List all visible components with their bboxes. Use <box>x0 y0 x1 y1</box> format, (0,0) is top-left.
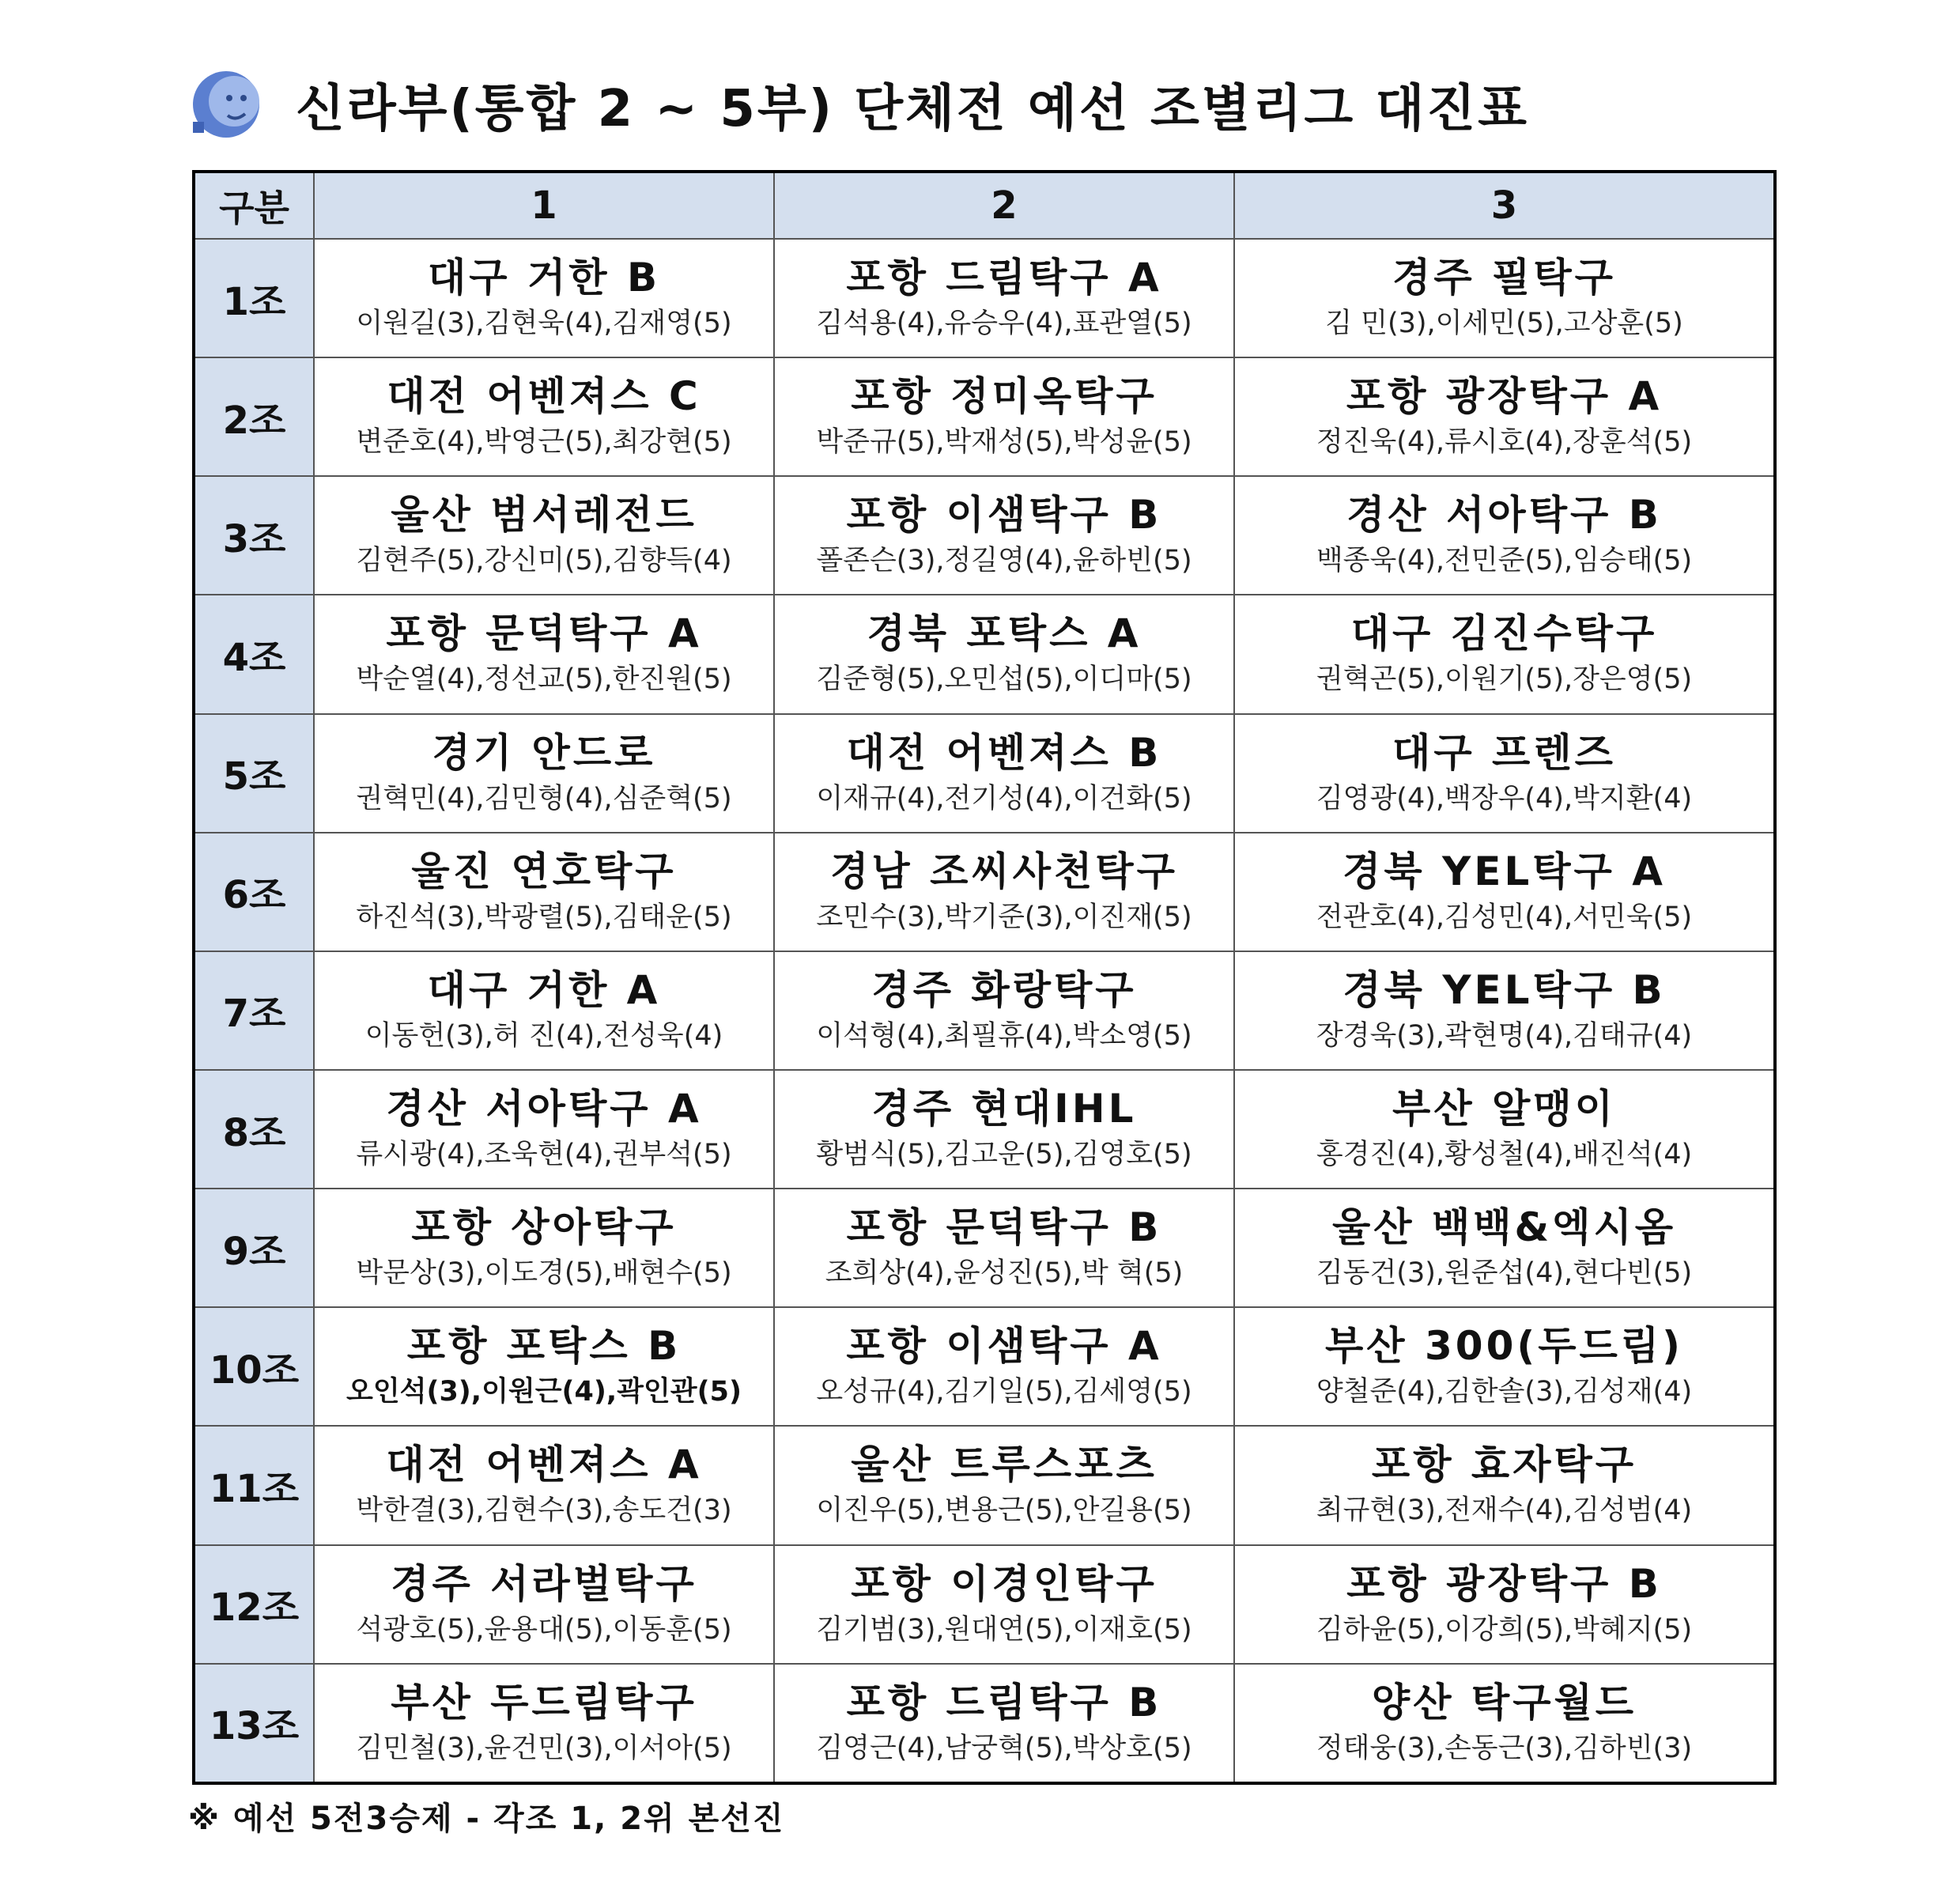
team-players: 오성규(4),김기일(5),김세영(5) <box>816 1376 1192 1408</box>
group-label: 6조 <box>194 833 314 951</box>
team-cell <box>1234 595 1775 713</box>
team-players: 김기범(3),원대연(5),이재호(5) <box>816 1613 1192 1646</box>
team-name: 울진 연호탁구 <box>411 848 677 894</box>
column-header-2: 2 <box>774 172 1234 239</box>
page-title: 신라부(통합 2 ~ 5부) 단체전 예선 조별리그 대진표 <box>296 80 1529 138</box>
team-cell <box>774 1070 1234 1189</box>
team-name: 울산 범서레전드 <box>391 492 697 539</box>
footnote: ※ 예선 5전3승제 - 각조 1, 2위 본선진 <box>188 1801 785 1837</box>
team-name: 경산 서아탁구 B <box>1346 492 1662 539</box>
team-name: 부산 알맹이 <box>1392 1086 1616 1132</box>
team-players: 이동헌(3),허 진(4),전성욱(4) <box>364 1019 723 1052</box>
team-name: 포항 효자탁구 <box>1371 1442 1637 1488</box>
team-cell <box>314 1545 774 1664</box>
table-row <box>194 1426 1775 1544</box>
team-players: 장경욱(3),곽현명(4),김태규(4) <box>1316 1019 1693 1052</box>
group-label: 12조 <box>194 1545 314 1664</box>
team-name: 포항 정미옥탁구 <box>851 373 1157 420</box>
team-cell <box>314 476 774 595</box>
team-cell <box>774 1664 1234 1783</box>
team-cell <box>314 714 774 833</box>
team-players: 변준호(4),박영근(5),최강현(5) <box>356 426 732 459</box>
team-cell <box>774 1545 1234 1664</box>
team-players: 하진석(3),박광렬(5),김태운(5) <box>356 901 732 933</box>
team-players: 김현주(5),강신미(5),김향득(4) <box>356 545 732 577</box>
team-cell <box>314 1070 774 1189</box>
table-row <box>194 951 1775 1070</box>
table-row <box>194 476 1775 595</box>
team-name: 대전 어벤져스 A <box>386 1442 702 1488</box>
team-cell <box>774 1426 1234 1544</box>
team-name: 포항 이샘탁구 B <box>846 492 1162 539</box>
team-players: 김석용(4),유승우(4),표관열(5) <box>816 308 1192 340</box>
team-name: 경북 YEL탁구 B <box>1343 966 1666 1013</box>
team-name: 대구 프렌즈 <box>1392 729 1616 776</box>
team-players: 황범식(5),김고운(5),김영호(5) <box>816 1139 1192 1171</box>
team-players: 폴존슨(3),정길영(4),윤하빈(5) <box>816 545 1192 577</box>
team-name: 포항 드림탁구 B <box>846 1679 1162 1725</box>
team-cell <box>1234 357 1775 476</box>
team-cell <box>774 357 1234 476</box>
team-name: 경북 YEL탁구 A <box>1343 848 1666 894</box>
team-name: 포항 광장탁구 B <box>1346 1560 1662 1607</box>
team-players: 조민수(3),박기준(3),이진재(5) <box>816 901 1192 933</box>
team-players: 오인석(3),이원근(4),곽인관(5) <box>346 1376 742 1408</box>
team-name: 경북 포탁스 A <box>867 610 1142 657</box>
team-name: 포항 문덕탁구 A <box>386 610 702 657</box>
team-players: 석광호(5),윤용대(5),이동훈(5) <box>356 1613 732 1646</box>
team-players: 조희상(4),윤성진(5),박 혁(5) <box>825 1257 1184 1290</box>
team-cell <box>1234 1307 1775 1426</box>
team-cell <box>314 1426 774 1544</box>
group-label: 5조 <box>194 714 314 833</box>
team-players: 김영광(4),백장우(4),박지환(4) <box>1316 782 1693 814</box>
team-cell <box>314 239 774 357</box>
team-cell <box>1234 833 1775 951</box>
group-label: 3조 <box>194 476 314 595</box>
team-cell <box>774 1307 1234 1426</box>
group-label: 8조 <box>194 1070 314 1189</box>
team-cell <box>1234 1426 1775 1544</box>
team-players: 정태웅(3),손동근(3),김하빈(3) <box>1316 1732 1693 1764</box>
table-header-row <box>194 172 1775 239</box>
team-cell <box>314 1664 774 1783</box>
team-players: 홍경진(4),황성철(4),배진석(4) <box>1316 1139 1693 1171</box>
team-cell <box>1234 1189 1775 1307</box>
team-players: 이원길(3),김현욱(4),김재영(5) <box>356 308 732 340</box>
team-players: 정진욱(4),류시호(4),장훈석(5) <box>1316 426 1693 459</box>
group-label: 2조 <box>194 357 314 476</box>
team-cell <box>1234 239 1775 357</box>
team-cell <box>774 951 1234 1070</box>
table-row <box>194 357 1775 476</box>
team-cell <box>774 239 1234 357</box>
team-cell <box>774 833 1234 951</box>
table-row <box>194 1545 1775 1664</box>
team-name: 부산 300(두드림) <box>1325 1323 1683 1370</box>
team-cell <box>774 714 1234 833</box>
team-cell <box>774 1189 1234 1307</box>
team-cell <box>1234 951 1775 1070</box>
team-name: 대구 거한 A <box>427 966 661 1013</box>
team-name: 경산 서아탁구 A <box>386 1086 702 1132</box>
team-name: 경남 조씨사천탁구 <box>830 848 1178 894</box>
team-name: 포항 상아탁구 <box>411 1204 677 1251</box>
team-players: 최규현(3),전재수(4),김성범(4) <box>1316 1495 1693 1527</box>
team-players: 이석형(4),최필휴(4),박소영(5) <box>816 1019 1192 1052</box>
team-players: 김영근(4),남궁혁(5),박상호(5) <box>816 1732 1192 1764</box>
team-name: 포항 광장탁구 A <box>1346 373 1663 420</box>
team-players: 백종욱(4),전민준(5),임승태(5) <box>1316 545 1693 577</box>
moon-face-emblem-icon <box>188 66 264 142</box>
group-league-bracket-table <box>192 170 1777 1785</box>
team-name: 경주 필탁구 <box>1392 255 1616 301</box>
team-cell <box>314 595 774 713</box>
table-row <box>194 239 1775 357</box>
team-name: 포항 드림탁구 A <box>846 255 1162 301</box>
team-name: 포항 이샘탁구 A <box>846 1323 1162 1370</box>
table-row <box>194 1664 1775 1783</box>
team-name: 대구 거한 B <box>427 255 661 301</box>
team-name: 대구 김진수탁구 <box>1350 610 1658 657</box>
team-players: 박문상(3),이도경(5),배현수(5) <box>356 1257 732 1290</box>
team-players: 김동건(3),원준섭(4),현다빈(5) <box>1316 1257 1693 1290</box>
team-name: 포항 이경인탁구 <box>851 1560 1157 1607</box>
team-players: 양철준(4),김한솔(3),김성재(4) <box>1316 1376 1693 1408</box>
team-cell <box>774 595 1234 713</box>
team-cell <box>314 1307 774 1426</box>
table-row <box>194 595 1775 713</box>
column-header-category: 구분 <box>194 172 314 239</box>
team-players: 박순열(4),정선교(5),한진원(5) <box>356 663 732 696</box>
team-cell <box>314 1189 774 1307</box>
team-name: 포항 포탁스 B <box>406 1323 682 1370</box>
table-row <box>194 1307 1775 1426</box>
table-row <box>194 833 1775 951</box>
table-row <box>194 1189 1775 1307</box>
team-name: 울산 트루스포츠 <box>851 1442 1157 1488</box>
team-cell <box>314 833 774 951</box>
column-header-3: 3 <box>1234 172 1775 239</box>
team-cell <box>1234 1070 1775 1189</box>
group-label: 7조 <box>194 951 314 1070</box>
team-players: 김 민(3),이세민(5),고상훈(5) <box>1325 308 1683 340</box>
team-name: 포항 문덕탁구 B <box>846 1204 1162 1251</box>
group-label: 4조 <box>194 595 314 713</box>
team-cell <box>1234 1664 1775 1783</box>
team-name: 울산 백백&엑시옴 <box>1331 1204 1677 1251</box>
team-cell <box>774 476 1234 595</box>
team-name: 경주 화랑탁구 <box>871 966 1137 1013</box>
team-name: 대전 어벤져스 B <box>846 729 1162 776</box>
team-cell <box>314 357 774 476</box>
column-header-1: 1 <box>314 172 774 239</box>
team-cell <box>1234 1545 1775 1664</box>
team-cell <box>1234 714 1775 833</box>
page-header <box>188 57 1529 152</box>
team-players: 권혁곤(5),이원기(5),장은영(5) <box>1316 663 1693 696</box>
team-players: 이진우(5),변용근(5),안길용(5) <box>816 1495 1192 1527</box>
team-cell <box>1234 476 1775 595</box>
group-label: 11조 <box>194 1426 314 1544</box>
group-label: 13조 <box>194 1664 314 1783</box>
team-players: 류시광(4),조욱현(4),권부석(5) <box>356 1139 732 1171</box>
table-row <box>194 1070 1775 1189</box>
table-row <box>194 714 1775 833</box>
team-name: 경기 안드로 <box>432 729 656 776</box>
team-players: 박한결(3),김현수(3),송도건(3) <box>356 1495 732 1527</box>
group-label: 1조 <box>194 239 314 357</box>
team-players: 김하윤(5),이강희(5),박혜지(5) <box>1316 1613 1693 1646</box>
team-players: 이재규(4),전기성(4),이건화(5) <box>816 782 1192 814</box>
team-name: 경주 서라벌탁구 <box>391 1560 697 1607</box>
team-name: 부산 두드림탁구 <box>391 1679 697 1725</box>
team-players: 전관호(4),김성민(4),서민욱(5) <box>1316 901 1693 933</box>
team-players: 권혁민(4),김민형(4),심준혁(5) <box>356 782 732 814</box>
group-label: 10조 <box>194 1307 314 1426</box>
group-label: 9조 <box>194 1189 314 1307</box>
team-name: 경주 현대IHL <box>871 1086 1137 1132</box>
team-name: 대전 어벤져스 C <box>387 373 701 420</box>
team-players: 박준규(5),박재성(5),박성윤(5) <box>816 426 1192 459</box>
team-cell <box>314 951 774 1070</box>
team-players: 김준형(5),오민섭(5),이디마(5) <box>816 663 1192 696</box>
team-name: 양산 탁구월드 <box>1371 1679 1637 1725</box>
team-players: 김민철(3),윤건민(3),이서아(5) <box>356 1732 732 1764</box>
